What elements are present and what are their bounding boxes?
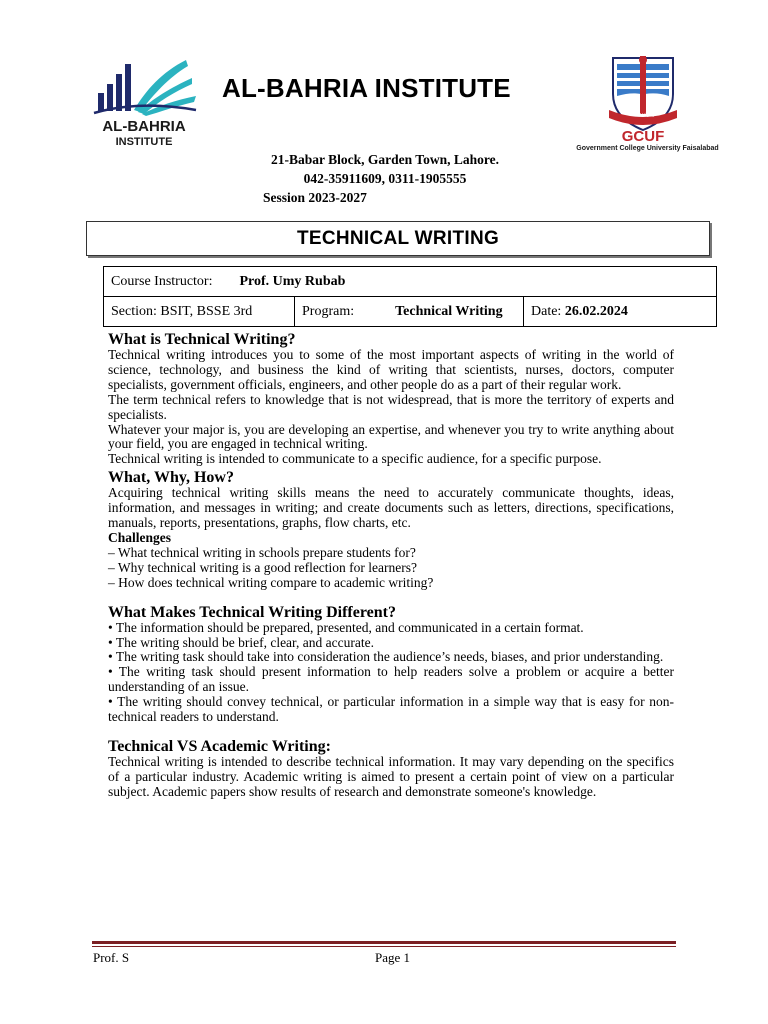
program-cell [295,297,524,327]
paragraph: The term technical refers to knowledge that is not widespread, that is more the territory of experts and specialists. [108,391,674,422]
paragraph: Acquiring technical writing skills means the need to accurately communicate thoughts, ideas, information, and messages in writing; and create documents such as letters, directions, specifications, manuals, reports, presentations, graphs, flow charts, etc. [108,485,674,531]
list-item: • The writing should convey technical, or particular information in a simple way that is easy for non-technical readers to understand. [108,694,674,725]
list-item: – What technical writing in schools prepare students for? [108,544,416,560]
footer-author: Prof. S [93,950,130,965]
list-item: • The writing task should take into consideration the audience’s needs, biases, and prior understanding. [108,649,664,665]
document-title: TECHNICAL WRITING [86,221,710,256]
logo-subname: INSTITUTE [115,136,173,148]
date-value: 26.02.2024 [564,303,628,319]
document-body [108,331,674,800]
book-logo-icon [84,50,204,125]
instructor-label: Course Instructor: [111,273,213,289]
address-line: 21-Babar Block, Garden Town, Lahore. [271,152,499,167]
paragraph: Technical writing is intended to communicate to a specific audience, for a specific purpose. [108,451,602,467]
course-info-table [103,266,717,327]
list-item: – How does technical writing compare to academic writing? [108,574,434,590]
gcuf-abbr: GCUF [621,128,665,145]
section-cell: Section: BSIT, BSSE 3rd [104,297,295,327]
logo-name: AL-BAHRIA [102,118,186,135]
phone-line: 042-35911609, 0311-1905555 [303,171,467,186]
section-heading: What, Why, How? [108,469,234,487]
footer-rule [92,941,676,944]
list-item: – Why technical writing is a good reflection for learners? [108,559,418,575]
session-line: Session 2023-2027 [263,190,367,205]
footer-rule [92,946,676,947]
list-item: • The writing task should present information to help readers solve a problem or acquire a better understanding of an issue. [108,664,674,695]
address-block [250,150,520,207]
date-label: Date: [531,303,562,319]
list-item: • The information should be prepared, presented, and communicated in a certain format. [108,619,584,635]
paragraph: Whatever your major is, you are developing an expertise, and whenever you try to write anything about your field, you are engaged in technical writing. [108,421,674,452]
subheading: Challenges [108,529,172,545]
gcuf-name: Government College University Faisalabad [576,145,719,152]
paragraph: Technical writing introduces you to some of the most important aspects of writing in the world of science, technology, and business the kind of writing that scientists, nurses, doctors, computer specialists, government officials, engineers, and other people do as a part of their regular work. [108,347,674,392]
instructor-value: Prof. Umy Rubab [239,273,346,289]
al-bahria-logo [84,50,204,165]
gcuf-logo [565,52,730,162]
program-value: Technical Writing [395,303,503,319]
crest-motto: Most Highly [631,112,655,117]
section-heading: Technical VS Academic Writing: [108,737,331,755]
table-row [104,297,717,327]
section-heading: What is Technical Writing? [108,331,296,348]
instructor-cell [104,267,717,297]
program-label: Program: [302,303,355,319]
section-heading: What Makes Technical Writing Different? [108,603,396,621]
list-item: • The writing should be brief, clear, and accurate. [108,634,374,650]
table-row [104,267,717,297]
institute-title: AL-BAHRIA INSTITUTE [222,73,511,103]
date-cell [524,297,717,327]
paragraph: Technical writing is intended to describe technical information. It may vary depending on the specifics of a particular industry. Academic writing is aimed to present a certain point of view on a particular subject. Academic papers show results of research and demonstrate someone's knowledge. [108,753,674,799]
page-number: Page 1 [375,950,411,965]
